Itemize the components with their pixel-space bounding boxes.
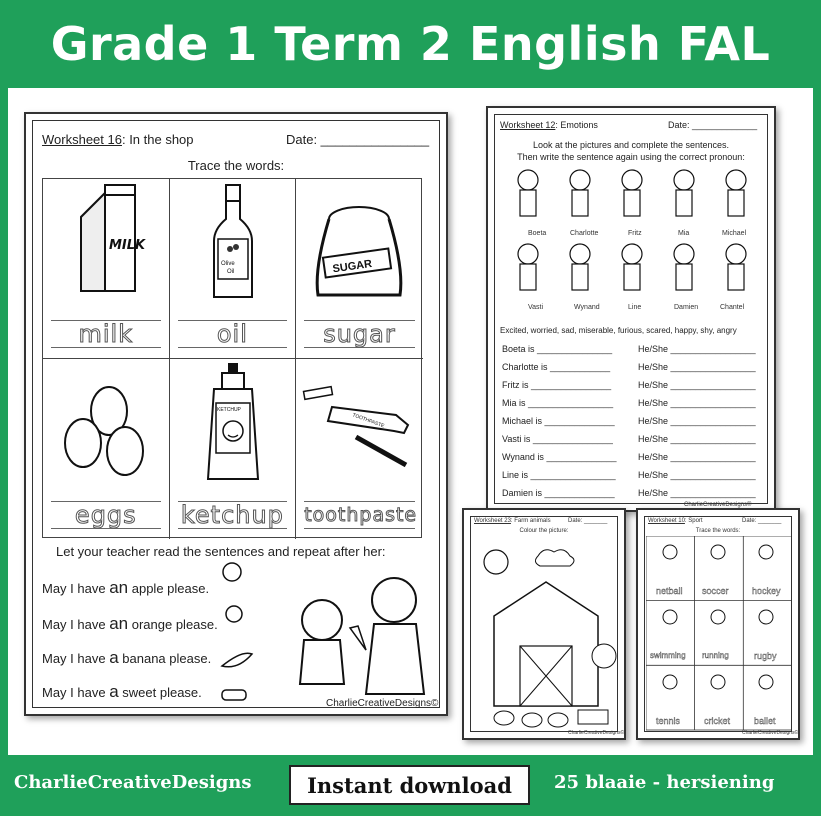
brand-name: CharlieCreativeDesigns xyxy=(14,772,252,793)
sport-grid-icon xyxy=(646,536,792,732)
worksheet-title: Worksheet 12: Emotions xyxy=(500,120,598,130)
credit-text: CharlieCreativeDesigns© xyxy=(326,698,439,709)
credit-text: CharlieCreativeDesigns© xyxy=(568,730,625,736)
sport-word: tennis xyxy=(656,716,681,726)
emotion-line: Michael is ______________ xyxy=(502,416,615,426)
sentence-2: May I have an orange please. xyxy=(42,614,218,633)
trace-word-milk: milk xyxy=(51,320,161,348)
pronoun-line: He/She _________________ xyxy=(638,344,756,354)
svg-text:Olive: Olive xyxy=(220,261,235,267)
pronoun-line: He/She _________________ xyxy=(638,380,756,390)
worksheet-16-preview xyxy=(24,112,448,716)
svg-text:TOOTHPASTE: TOOTHPASTE xyxy=(351,412,386,430)
sentence-1: May I have an apple please. xyxy=(42,578,210,597)
date-line: Date: _______ xyxy=(568,518,608,524)
child-name: Chantel xyxy=(720,304,745,311)
pronoun-line: He/She _________________ xyxy=(638,434,756,444)
instant-download-badge[interactable]: Instant download xyxy=(289,765,530,805)
worksheet-number: Worksheet 16 xyxy=(42,132,122,147)
date-line: Date: _______________ xyxy=(286,132,430,147)
emotion-line: Charlotte is ____________ xyxy=(502,362,611,372)
pronoun-line: He/She _________________ xyxy=(638,398,756,408)
eggs-icon xyxy=(43,359,169,499)
sport-word: swimming xyxy=(650,651,686,660)
pronoun-line: He/She _________________ xyxy=(638,416,756,426)
worksheet-12-preview xyxy=(486,106,776,512)
emotion-line: Mia is _________________ xyxy=(502,398,614,408)
emotion-line: Vasti is ________________ xyxy=(502,434,613,444)
instruction-2: Then write the sentence again using the correct pronoun: xyxy=(517,152,745,162)
sugar-sack-icon xyxy=(296,179,422,319)
children-ice-cream-icon xyxy=(212,554,442,704)
trace-word-toothpaste: toothpaste xyxy=(304,501,415,529)
footer-banner xyxy=(0,755,821,816)
emotion-words: Excited, worried, sad, miserable, furious, scared, happy, shy, angry xyxy=(500,326,737,335)
worksheet-topic: : In the shop xyxy=(121,132,194,147)
date-line: Date: _____________ xyxy=(668,120,758,130)
cell-milk xyxy=(43,179,170,359)
worksheet-title: Worksheet 23: Farm animals xyxy=(474,518,551,524)
milk-carton-icon xyxy=(43,179,169,319)
olive-oil-bottle-icon xyxy=(170,179,296,319)
instruction: Colour the picture: xyxy=(519,528,569,534)
worksheet-title xyxy=(42,132,194,147)
emotion-line: Wynand is ______________ xyxy=(502,452,617,462)
worksheet-sport-preview xyxy=(636,508,800,740)
page-title: Grade 1 Term 2 English FAL xyxy=(50,17,771,71)
sport-word: hockey xyxy=(752,586,781,596)
trace-word-ketchup: ketchup xyxy=(178,501,288,529)
child-name: Vasti xyxy=(528,304,544,311)
trace-grid xyxy=(42,178,422,538)
sport-word: netball xyxy=(656,586,683,596)
child-name: Wynand xyxy=(574,304,600,311)
child-name: Boeta xyxy=(528,230,547,237)
sentence-4: May I have a sweet please. xyxy=(42,682,202,701)
child-name: Charlotte xyxy=(570,230,599,237)
repeat-instruction: Let your teacher read the sentences and repeat after her: xyxy=(56,544,386,559)
header-banner xyxy=(0,0,821,88)
emotion-line: Damien is ______________ xyxy=(502,488,615,498)
emotion-line: Boeta is _______________ xyxy=(502,344,613,354)
cell-ketchup xyxy=(170,359,297,539)
ketchup-bottle-icon xyxy=(170,359,296,499)
trace-word-eggs: eggs xyxy=(51,501,161,529)
pronoun-line: He/She _________________ xyxy=(638,452,756,462)
emotion-children-icon xyxy=(502,166,762,316)
instruction: Trace the words: xyxy=(695,528,741,534)
date-line: Date: _______ xyxy=(742,518,782,524)
sentence-3: May I have a banana please. xyxy=(42,648,212,667)
sport-word: cricket xyxy=(704,716,731,726)
sport-word: running xyxy=(702,651,729,660)
emotion-line: Line is _________________ xyxy=(502,470,616,480)
cell-eggs xyxy=(43,359,170,539)
svg-text:SUGAR: SUGAR xyxy=(332,257,374,276)
child-name: Fritz xyxy=(628,230,642,237)
credit-text: CharlieCreativeDesigns© xyxy=(684,502,752,508)
trace-word-sugar: sugar xyxy=(304,320,415,348)
cell-oil xyxy=(170,179,297,359)
barn-icon xyxy=(474,536,618,732)
pronoun-line: He/She _________________ xyxy=(638,488,756,498)
credit-text: CharlieCreativeDesigns© xyxy=(742,730,799,736)
child-name: Line xyxy=(628,304,642,311)
trace-word-oil: oil xyxy=(178,320,288,348)
pronoun-line: He/She _________________ xyxy=(638,362,756,372)
pronoun-line: He/She _________________ xyxy=(638,470,756,480)
toothpaste-icon xyxy=(296,359,422,499)
page-count: 25 blaaie - hersiening xyxy=(554,772,775,793)
sport-word: rugby xyxy=(754,651,777,661)
cell-sugar xyxy=(296,179,423,359)
worksheet-23-preview xyxy=(462,508,626,740)
child-name: Mia xyxy=(678,230,690,237)
svg-text:Oil: Oil xyxy=(226,269,234,275)
svg-text:KETCHUP: KETCHUP xyxy=(216,407,241,413)
instruction: Trace the words: xyxy=(187,158,285,173)
instruction-1: Look at the pictures and complete the sentences. xyxy=(532,140,730,150)
worksheet-title: Worksheet 10: Sport xyxy=(648,518,703,524)
child-name: Michael xyxy=(722,230,747,237)
cell-toothpaste xyxy=(296,359,423,539)
svg-text:MILK: MILK xyxy=(109,238,146,253)
child-name: Damien xyxy=(674,304,699,311)
sport-word: ballet xyxy=(754,716,776,726)
sport-word: soccer xyxy=(702,586,729,596)
emotion-line: Fritz is ________________ xyxy=(502,380,612,390)
